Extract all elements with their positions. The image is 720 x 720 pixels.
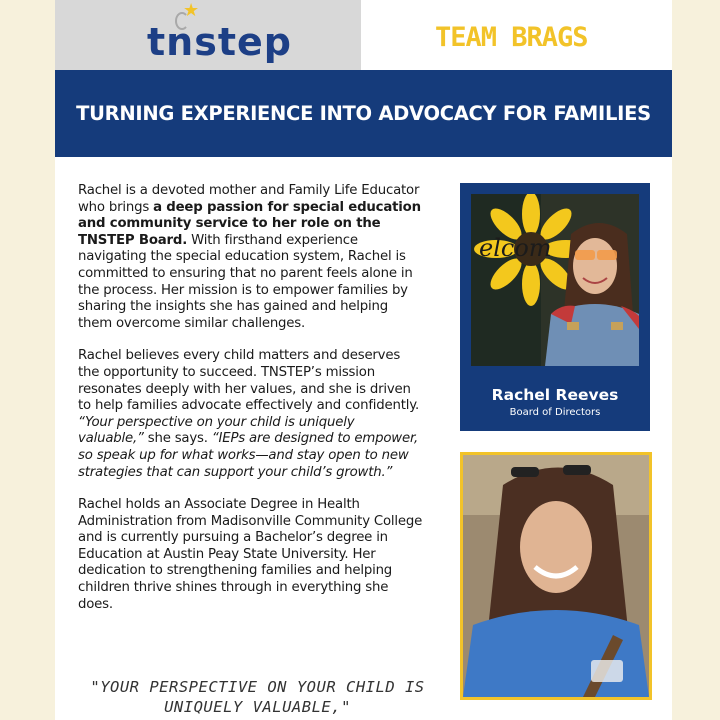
banner-title: TURNING EXPERIENCE INTO ADVOCACY FOR FAMILIES [76, 102, 651, 125]
profile-card [460, 183, 650, 431]
second-photo [460, 452, 652, 700]
portrait-illustration-1 [471, 194, 639, 366]
pull-quote-line-2: UNIQUELY VALUABLE," [164, 698, 351, 716]
profile-photo [471, 194, 639, 366]
profile-name: Rachel Reeves [491, 386, 619, 404]
bio-paragraph-3: Rachel holds an Associate Degree in Health Administration from Madisonville Community College and is currently pursuing a Bachelor’s degree in Education at Austin Peay State University. Her dedication to strengthening families and helping children thrive shines through in everything she does. [78, 497, 423, 612]
bio-paragraph-1: Rachel is a devoted mother and Family Life Educator who brings a deep passion for special education and community service to her role on the TNSTEP Board. With firsthand experience navigating the special education system, Rachel is committed to ensuring that no parent feels alone in the process. Her mission is to empower families by sharing the insights she has gained and helping them overcome similar challenges. [78, 183, 421, 331]
team-brags-card [55, 0, 672, 720]
profile-role: Board of Directors [509, 407, 601, 418]
title-banner [55, 70, 672, 157]
team-brags-heading: TEAM BRAGS [435, 22, 588, 53]
pull-quote [85, 677, 430, 717]
bio-paragraph-2: Rachel believes every child matters and deserves the opportunity to succeed. TNSTEP’s mission resonates deeply with her values, and she is driven to help families advocate effectively and confidently. “Your perspective on your child is uniquely valuable,” she says. “IEPs are designed to empower, so speak up for what works—and stay open to new strategies that can support your child’s growth.” [78, 348, 420, 480]
tnstep-logo: tnstep [147, 20, 292, 64]
pull-quote-line-1: "YOUR PERSPECTIVE ON YOUR CHILD IS [90, 678, 425, 696]
logo-panel [55, 0, 361, 70]
svg-text:elcom: elcom [479, 234, 552, 262]
star-icon: ★ [183, 0, 200, 21]
bio-text [78, 183, 423, 629]
portrait-illustration-2 [463, 455, 649, 697]
